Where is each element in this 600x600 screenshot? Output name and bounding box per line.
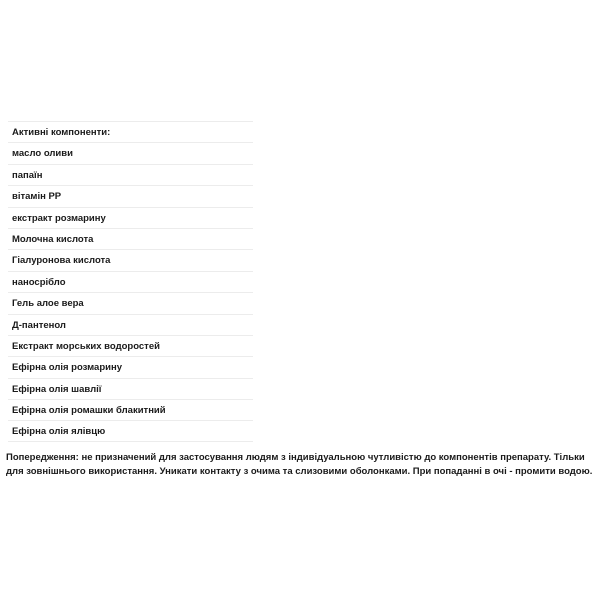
- ingredient-item: папаїн: [8, 164, 253, 185]
- ingredient-item: екстракт розмарину: [8, 207, 253, 228]
- ingredient-item: Ефірна олія шавлії: [8, 378, 253, 399]
- ingredient-item: Ефірна олія ялівцю: [8, 420, 253, 441]
- ingredient-item: наносрібло: [8, 271, 253, 292]
- ingredients-list: [8, 121, 253, 442]
- ingredient-item: Молочна кислота: [8, 228, 253, 249]
- warning-text: [6, 451, 594, 479]
- ingredient-item: Гіалуронова кислота: [8, 249, 253, 270]
- ingredient-item: Д-пантенол: [8, 314, 253, 335]
- ingredient-item: масло оливи: [8, 142, 253, 163]
- ingredient-item: Ефірна олія ромашки блакитний: [8, 399, 253, 420]
- warning-line-2: для зовнішнього використання. Уникати контакту з очима та слизовими оболонками. При попаданні в очі - промити водою.: [6, 466, 593, 477]
- ingredient-item: вітамін РР: [8, 185, 253, 206]
- warning-line-1: Попередження: не призначений для застосування людям з індивідуальною чутливістю до компонентів препарату. Тільки: [6, 452, 585, 463]
- ingredients-header: Активні компоненти:: [8, 121, 253, 142]
- ingredient-item: Гель алое вера: [8, 292, 253, 313]
- ingredient-item: Екстракт морських водоростей: [8, 335, 253, 356]
- ingredient-item: Ефірна олія розмарину: [8, 356, 253, 377]
